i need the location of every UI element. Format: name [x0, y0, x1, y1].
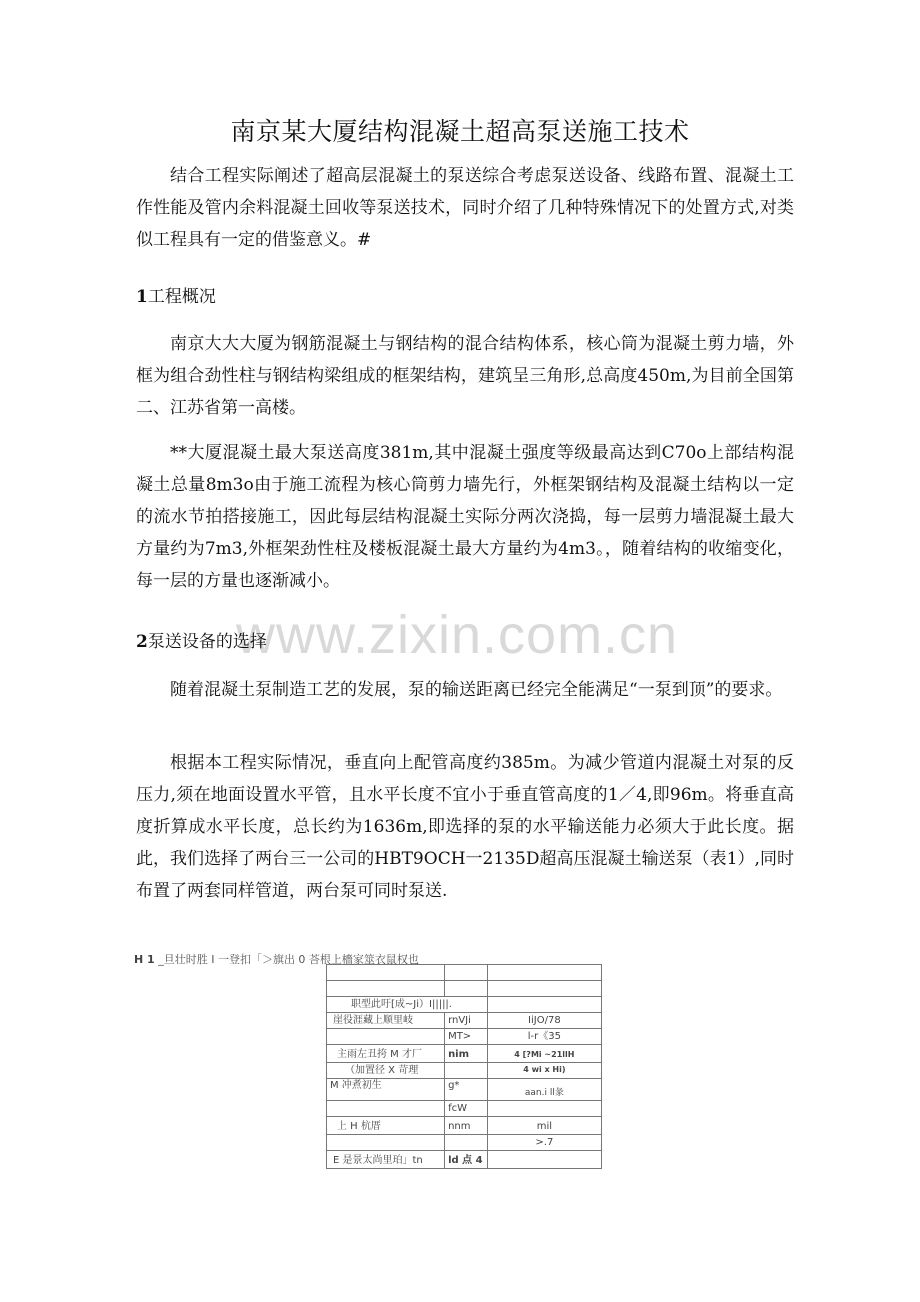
- table-cell: [445, 1063, 488, 1079]
- section-1-heading: [136, 282, 216, 307]
- table-row: [327, 1151, 602, 1169]
- table-cell: （加置径 X 苛理: [327, 1063, 445, 1079]
- table-cell: rnVJi: [445, 1013, 488, 1029]
- table-cell: [327, 1135, 445, 1151]
- table-row: [327, 1063, 602, 1079]
- document-title: 南京某大厦结构混凝土超高泵送施工技术: [230, 117, 690, 146]
- table-cell: IiJO/78: [487, 1013, 601, 1029]
- table-row: [327, 1117, 602, 1135]
- table-cell: [327, 1101, 445, 1117]
- table-cell: 职型此吁[成~Ji）I|||||.: [327, 997, 488, 1013]
- table-row: [327, 981, 602, 997]
- table-cell: l-r《35: [487, 1029, 601, 1045]
- table-row: [327, 965, 602, 981]
- table-row: [327, 997, 602, 1013]
- table-row: [327, 1079, 602, 1101]
- table-cell: [445, 981, 488, 997]
- section-1-title: 工程概况: [147, 287, 216, 307]
- table-cell: [487, 965, 601, 981]
- section-2-heading: [136, 627, 267, 652]
- table-cell: M 冲煮初生: [327, 1079, 445, 1101]
- table-row: [327, 1013, 602, 1029]
- table-cell: [487, 981, 601, 997]
- table-cell: [327, 1029, 445, 1045]
- table-cell: aan.i ll彖: [487, 1079, 601, 1101]
- table-cell: [327, 981, 445, 997]
- table-cell: MT>: [445, 1029, 488, 1045]
- table-cell: mil: [487, 1117, 601, 1135]
- section-2-paragraph-1: 随着混凝土泵制造工艺的发展，泵的输送距离已经完全能满足“一泵到顶”的要求。: [170, 680, 783, 700]
- section-1-number: 1: [136, 287, 148, 307]
- table-cell: 4 [?Mi ~21llH: [487, 1045, 601, 1063]
- table-row: [327, 1135, 602, 1151]
- section-1-paragraph-1: 南京大大大厦为钢筋混凝土与钢结构的混合结构体系，核心筒为混凝土剪力墙，外框为组合劲性柱与钢结构梁组成的框架结构，建筑呈三角形,总高度450m,为目前全国第二、江苏省第一高楼。: [136, 334, 794, 418]
- table-cell: [487, 1151, 601, 1169]
- table-cell: 4 wi x Hi): [487, 1063, 601, 1079]
- table-cell: [445, 965, 488, 981]
- table-cell: fcW: [445, 1101, 488, 1117]
- table-row: [327, 1101, 602, 1117]
- table-row: [327, 1045, 602, 1063]
- section-2-title: 泵送设备的选择: [147, 632, 267, 652]
- table-cell: 上 H 杭厝: [327, 1117, 445, 1135]
- section-2-number: 2: [136, 632, 148, 652]
- table-caption-label: H 1: [134, 953, 155, 966]
- table-row: [327, 1029, 602, 1045]
- watermark: www.zixin.com.cn: [236, 605, 679, 665]
- table-cell: [445, 1135, 488, 1151]
- table-cell: >.7: [487, 1135, 601, 1151]
- abstract-paragraph: 结合工程实际阐述了超高层混凝土的泵送综合考虑泵送设备、线路布置、混凝土工作性能及管内余料混凝土回收等泵送技术，同时介绍了几种特殊情况下的处置方式,对类似工程具有一定的借鉴意义。#: [136, 166, 794, 250]
- table-cell: 主雨左丑挎 M 才厂: [327, 1045, 445, 1063]
- table-cell: [487, 997, 601, 1013]
- table-cell: E 是景太尚里珀」tn: [327, 1151, 445, 1169]
- table-cell: [487, 1101, 601, 1117]
- section-2-paragraph-2: 根据本工程实际情况，垂直向上配管高度约385m。为减少管道内混凝土对泵的反压力,须在地面设置水平管，且水平长度不宜小于垂直管高度的1／4,即96m。将垂直高度折算成水平长度，总长约为1636m,即选择的泵的水平输送能力必须大于此长度。据此，我们选择了两台三一公司的HBT9OCH一2135D超高压混凝土输送泵（表1）,同时布置了两套同样管道，两台泵可同时泵送.: [136, 753, 794, 901]
- table-cell: [327, 965, 445, 981]
- table-cell: ld 点 4: [445, 1151, 488, 1169]
- section-1-paragraph-2: **大厦混凝土最大泵送高度381m,其中混凝土强度等级最高达到C70o上部结构混凝土总量8m3o由于施工流程为核心筒剪力墙先行，外框架钢结构及混凝土结构以一定的流水节拍搭接施工，因此每层结构混凝土实际分两次浇捣，每一层剪力墙混凝土最大方量约为7m3,外框架劲性柱及楼板混凝土最大方量约为4m3。，随着结构的收缩变化，每一层的方量也逐渐减小。: [136, 443, 794, 591]
- table-caption-text: _旦壮时胜 I 一登扣「＞旗出 0 荅根上檣家筮衣鼠权也: [158, 953, 419, 966]
- table-cell: nim: [445, 1045, 488, 1063]
- table-cell: 崖役涯藏上顺里岐: [327, 1013, 445, 1029]
- table-cell: nnm: [445, 1117, 488, 1135]
- table-cell: g*: [445, 1079, 488, 1101]
- pump-spec-table: [326, 964, 602, 1169]
